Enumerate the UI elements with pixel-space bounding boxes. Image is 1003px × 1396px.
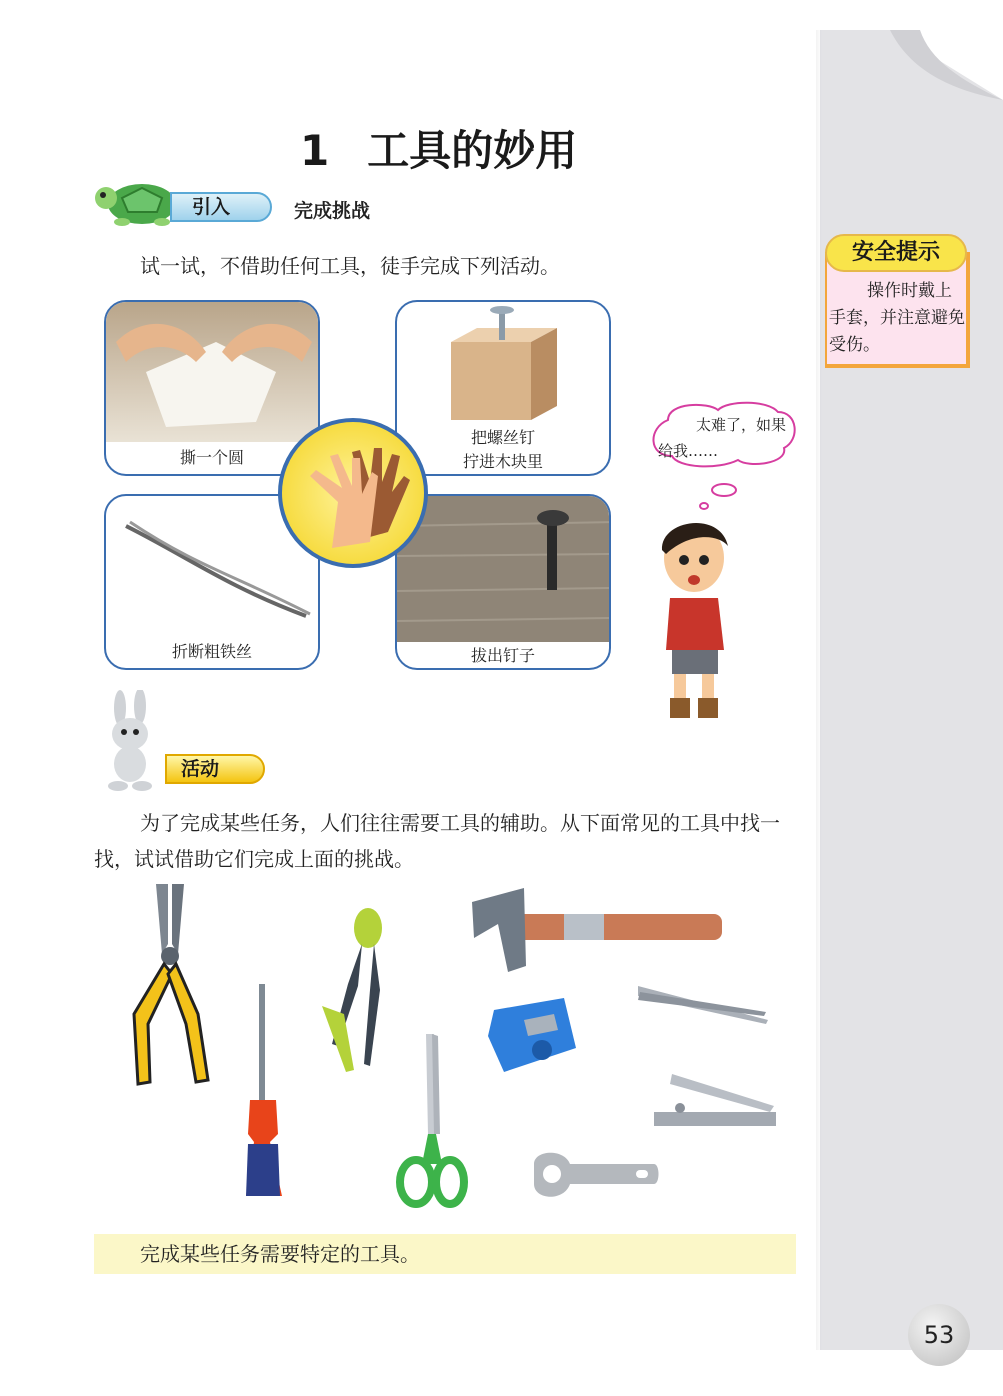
challenge-caption: 撕一个圆 [179,448,244,467]
challenge-screw-into-wood [395,300,611,476]
tweezers-icon [636,982,770,1026]
nail-in-wood-photo [397,496,611,642]
compass-icon [318,894,394,1076]
pencil-sharpener-icon [484,996,580,1076]
activity-section-tag: 活动 [165,754,265,784]
wood-block-screw-photo [397,302,611,428]
summary-bar: 完成某些任务需要特定的工具。 [94,1234,796,1274]
tearing-paper-photo [106,302,320,442]
thought-text: 太难了，如果给我…… [658,416,787,460]
intro-instruction: 试一试，不借助任何工具，徒手完成下列活动。 [140,254,560,278]
safety-tip-box [825,234,970,368]
challenge-pull-nail [395,494,611,670]
challenge-tear-circle [104,300,320,476]
nail-clipper-icon [650,1070,780,1130]
right-margin-sidebar [820,30,1003,1350]
title-number: 1 [300,126,330,175]
scissors-icon [396,1034,468,1208]
screwdriver-icon [240,984,286,1202]
rabbit-mascot-icon [96,690,166,794]
challenge-caption: 折断粗铁丝 [171,642,252,661]
pliers-icon [124,884,216,1086]
challenge-caption: 拔出钉子 [470,646,535,665]
intro-subtitle: 完成挑战 [294,200,371,222]
safety-tip-header: 安全提示 [825,234,967,272]
page-curl-icon [880,30,1003,100]
page-title [300,118,577,178]
title-text: 工具的妙用 [367,126,578,175]
challenge-caption-line1: 把螺丝钉 [470,428,535,447]
bottle-opener-icon [524,1144,660,1208]
hands-emblem [278,418,428,568]
thought-dots [698,482,740,512]
turtle-mascot-icon [92,178,182,228]
page-number: 53 [908,1304,970,1366]
safety-tip-text: 操作时戴上手套，并注意避免受伤。 [829,281,965,355]
intro-section-tag: 引入 [170,192,272,222]
sidebar-shadow [816,30,822,1350]
hands-icon [292,432,414,554]
hammer-icon [468,884,724,976]
activity-instruction: 为了完成某些任务，人们往往需要工具的辅助。从下面常见的工具中找一找，试试借助它们完成上面的挑战。 [94,811,780,871]
challenge-caption-line2: 拧进木块里 [462,452,543,471]
boy-cartoon-icon [650,510,740,725]
